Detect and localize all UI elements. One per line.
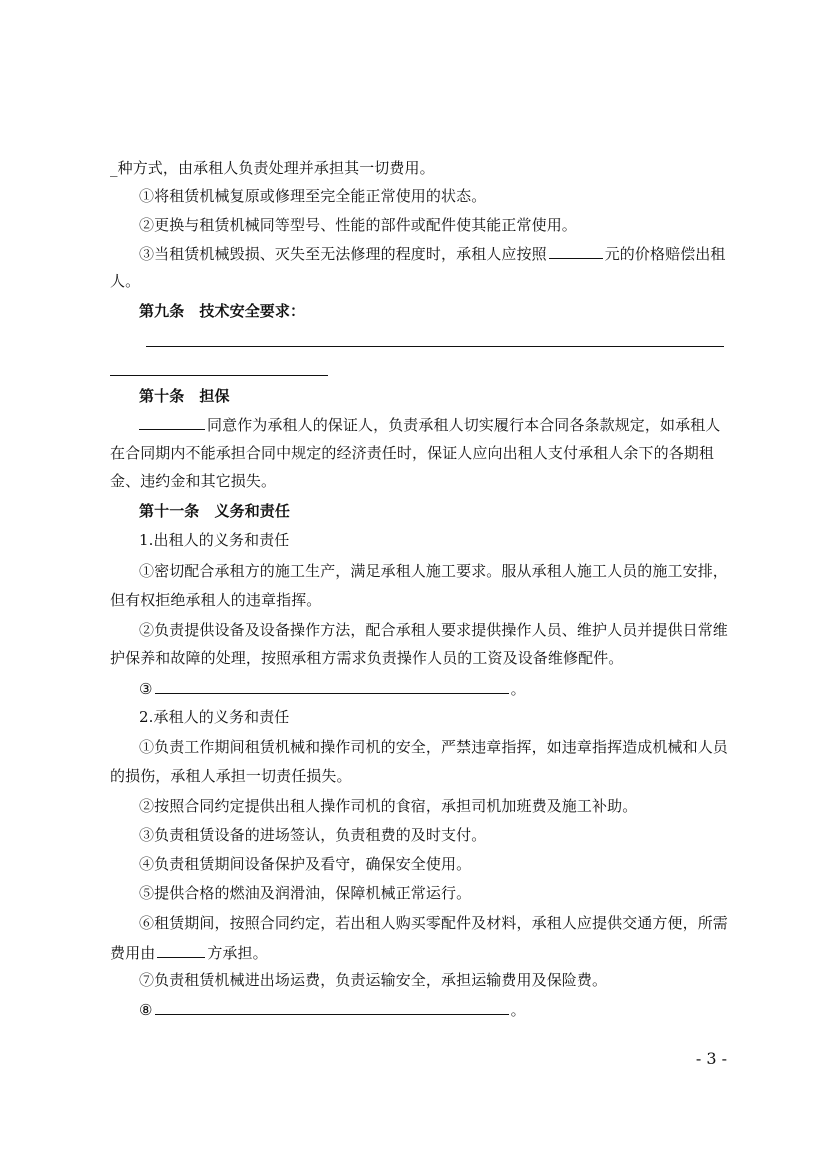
- section-heading: 第十一条 义务和责任: [139, 502, 291, 520]
- paragraph: ⑥租赁期间，按照合同约定，若出租人购买零配件及材料，承租人应提供交通方便，所需: [139, 914, 728, 932]
- text: 费用由: [110, 944, 156, 962]
- paragraph: 在合同期内不能承担合同中规定的经济责任时，保证人应向出租人支付承租人余下的各期租: [110, 444, 715, 462]
- subheading: 1.出租人的义务和责任: [139, 531, 290, 549]
- text: 元的价格赔偿出租: [604, 245, 726, 263]
- fill-line[interactable]: [110, 375, 328, 376]
- section-heading: 第九条 技术安全要求：: [139, 302, 306, 320]
- paragraph: ①密切配合承租方的施工生产，满足承租人施工要求。服从承租人施工人员的施工安排，: [139, 562, 728, 580]
- paragraph: 金、违约金和其它损失。: [110, 472, 277, 490]
- paragraph: 但有权拒绝承租人的违章指挥。: [110, 591, 322, 609]
- fill-blank[interactable]: [139, 414, 205, 430]
- subheading: 2.承租人的义务和责任: [139, 708, 290, 726]
- paragraph: 人。: [110, 272, 141, 290]
- text: ⑧: [139, 1001, 153, 1019]
- paragraph: ⑤提供合格的燃油及润滑油，保障机械正常运行。: [139, 884, 472, 902]
- paragraph: ②更换与租赁机械同等型号、性能的部件或配件使其能正常使用。: [139, 216, 577, 234]
- text: ③当租赁机械毁损、灭失至无法修理的程度时，承租人应按照: [139, 245, 547, 263]
- paragraph: [139, 678, 730, 699]
- paragraph: ③负责租赁设备的进场签认，负责租费的及时支付。: [139, 826, 487, 844]
- text: 方承担。: [207, 944, 268, 962]
- paragraph: [139, 414, 730, 435]
- paragraph: ①负责工作期间租赁机械和操作司机的安全，严禁违章指挥，如违章指挥造成机械和人员: [139, 738, 728, 756]
- paragraph: _种方式，由承租人负责处理并承担其一切费用。: [110, 159, 435, 177]
- paragraph: ④负责租赁期间设备保护及看守，确保安全使用。: [139, 855, 472, 873]
- text: 。: [510, 1001, 526, 1019]
- paragraph: 的损伤，承租人承担一切责任损失。: [110, 767, 352, 785]
- paragraph: ②按照合同约定提供出租人操作司机的食宿，承担司机加班费及施工补助。: [139, 797, 638, 815]
- fill-blank[interactable]: [157, 942, 205, 958]
- paragraph: [139, 999, 730, 1020]
- paragraph: ⑦负责租赁机械进出场运费，负责运输安全，承担运输费用及保险费。: [139, 971, 608, 989]
- fill-blank[interactable]: [155, 999, 509, 1015]
- paragraph: ①将租赁机械复原或修理至完全能正常使用的状态。: [139, 187, 487, 205]
- text: ③: [139, 680, 153, 698]
- text: 同意作为承租人的保证人，负责承租人切实履行本合同各条款规定，如承租人: [207, 416, 721, 434]
- paragraph: 护保养和故障的处理，按照承租方需求负责操作人员的工资及设备维修配件。: [110, 649, 624, 667]
- fill-blank[interactable]: [155, 678, 509, 694]
- fill-blank[interactable]: [549, 243, 603, 259]
- text: 。: [510, 680, 526, 698]
- page-number: - 3 -: [695, 1049, 727, 1068]
- fill-line[interactable]: [146, 346, 724, 347]
- paragraph: [110, 942, 730, 963]
- section-heading: 第十条 担保: [139, 387, 230, 405]
- paragraph: ②负责提供设备及设备操作方法，配合承租人要求提供操作人员、维护人员并提供日常维: [139, 621, 728, 639]
- paragraph: [139, 243, 730, 264]
